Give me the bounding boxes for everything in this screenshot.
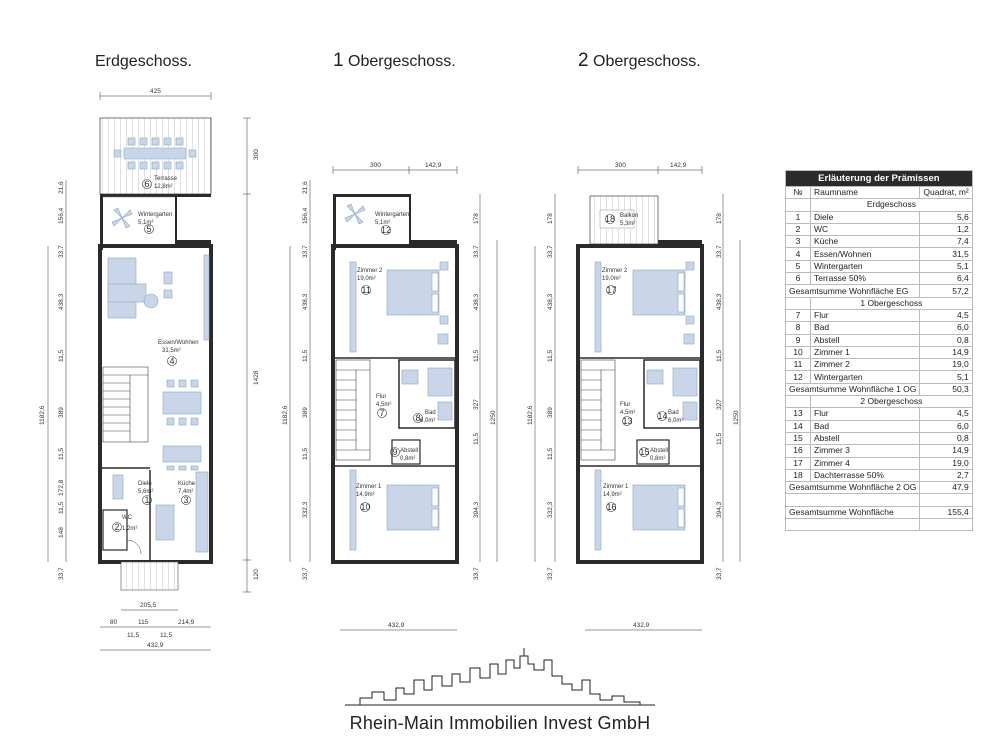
svg-text:300: 300 <box>370 162 381 169</box>
svg-text:Balkon: Balkon <box>620 213 639 219</box>
svg-text:178: 178 <box>547 213 554 224</box>
svg-text:438,3: 438,3 <box>473 293 480 310</box>
legend-room-row: 16 Zimmer 3 14,9 <box>786 445 973 457</box>
room-area-essen-wohnen: 31,5m² <box>162 348 181 354</box>
svg-text:Bad: Bad <box>668 410 679 416</box>
skyline-logo <box>345 648 655 705</box>
plant-icon <box>345 204 365 224</box>
svg-text:142,9: 142,9 <box>425 162 442 169</box>
svg-text:4: 4 <box>169 356 175 366</box>
room-label-terrasse: Terrasse <box>154 176 178 182</box>
room-label-diele: Diele <box>138 481 152 487</box>
title-1-obergeschoss: 1 Obergeschoss. <box>333 50 456 71</box>
svg-text:300: 300 <box>615 162 626 169</box>
svg-text:214,9: 214,9 <box>178 619 195 626</box>
svg-text:11,5: 11,5 <box>473 432 480 445</box>
svg-text:1: 1 <box>144 495 150 505</box>
svg-text:33,7: 33,7 <box>547 567 554 580</box>
svg-text:148: 148 <box>58 527 65 538</box>
svg-text:332,3: 332,3 <box>547 501 554 518</box>
staircase <box>336 360 370 460</box>
svg-text:120: 120 <box>253 569 260 580</box>
svg-text:438,3: 438,3 <box>302 293 309 310</box>
svg-text:11,5: 11,5 <box>160 632 173 639</box>
svg-text:33,7: 33,7 <box>302 567 309 580</box>
svg-text:Wintergarten: Wintergarten <box>375 212 410 218</box>
room-area-wintergarten: 5,1m² <box>138 220 154 226</box>
legend-room-row: 6 Terrasse 50% 6,4 <box>786 273 973 285</box>
svg-text:11,5: 11,5 <box>547 349 554 362</box>
svg-text:389: 389 <box>547 407 554 418</box>
svg-text:1428: 1428 <box>253 370 260 385</box>
room-label-wintergarten: Wintergarten <box>138 212 173 218</box>
svg-text:11,5: 11,5 <box>58 349 65 362</box>
plant-icon <box>112 208 132 228</box>
room-area-diele: 5,6m² <box>138 489 154 495</box>
room-area-terrasse: 12,8m² <box>154 184 173 190</box>
svg-text:389: 389 <box>302 407 309 418</box>
svg-text:4,5m²: 4,5m² <box>376 402 392 408</box>
legend-room-row: 2 WC 1,2 <box>786 223 973 235</box>
svg-text:21,6: 21,6 <box>302 181 309 194</box>
svg-text:19,0m²: 19,0m² <box>357 276 376 282</box>
svg-text:5: 5 <box>146 224 152 234</box>
dining-table <box>163 380 201 470</box>
svg-text:1182,6: 1182,6 <box>527 405 534 425</box>
svg-text:16: 16 <box>606 502 617 512</box>
svg-text:Abstell: Abstell <box>400 448 419 454</box>
room-number-6: 6 <box>144 179 150 189</box>
svg-text:10: 10 <box>360 502 371 512</box>
legend-title: Erläuterung der Prämissen <box>786 171 973 187</box>
svg-text:Zimmer 1: Zimmer 1 <box>356 484 382 490</box>
plan-1-obergeschoss <box>282 162 497 630</box>
svg-text:8: 8 <box>415 413 421 423</box>
svg-text:11,5: 11,5 <box>473 349 480 362</box>
legend-room-row: 5 Wintergarten 5,1 <box>786 260 973 272</box>
svg-text:4,5m²: 4,5m² <box>620 410 636 416</box>
legend-room-row: 15 Abstell 0,8 <box>786 432 973 444</box>
svg-text:Bad: Bad <box>425 410 436 416</box>
legend-room-row: 12 Wintergarten 5,1 <box>786 371 973 383</box>
svg-text:394,3: 394,3 <box>716 501 723 518</box>
svg-text:438,3: 438,3 <box>58 293 65 310</box>
room-label-kueche: Küche <box>178 481 196 487</box>
svg-text:205,5: 205,5 <box>140 602 157 609</box>
svg-text:2: 2 <box>114 522 120 532</box>
svg-text:Zimmer 2: Zimmer 2 <box>602 268 628 274</box>
svg-text:432,9: 432,9 <box>633 622 650 629</box>
legend-sum-row: Gesamtsumme Wohnfläche 2 OG 47,9 <box>786 482 973 494</box>
svg-text:11,5: 11,5 <box>127 632 140 639</box>
svg-text:432,9: 432,9 <box>147 642 164 649</box>
legend-room-row: 4 Essen/Wohnen 31,5 <box>786 248 973 260</box>
svg-text:438,3: 438,3 <box>716 293 723 310</box>
svg-text:13: 13 <box>622 416 633 426</box>
legend-room-row: 13 Flur 4,5 <box>786 408 973 420</box>
svg-text:6,0m²: 6,0m² <box>420 418 436 424</box>
title-erdgeschoss: Erdgeschoss. <box>95 53 192 70</box>
svg-text:33,7: 33,7 <box>547 245 554 258</box>
svg-text:Flur: Flur <box>620 402 631 408</box>
svg-text:438,3: 438,3 <box>547 293 554 310</box>
svg-text:19,0m²: 19,0m² <box>602 276 621 282</box>
svg-text:17: 17 <box>606 285 617 295</box>
svg-text:15: 15 <box>639 447 650 457</box>
plan-2-obergeschoss <box>527 162 740 630</box>
svg-text:5,1m²: 5,1m² <box>375 220 391 226</box>
svg-text:14,9m²: 14,9m² <box>603 492 622 498</box>
svg-text:432,9: 432,9 <box>388 622 405 629</box>
staircase <box>103 367 148 442</box>
svg-text:115: 115 <box>138 619 149 626</box>
svg-text:172,8: 172,8 <box>58 479 65 496</box>
svg-text:Zimmer 1: Zimmer 1 <box>603 484 629 490</box>
svg-text:6,0m²: 6,0m² <box>668 418 684 424</box>
legend-sum-row: Gesamtsumme Wohnfläche EG 57,2 <box>786 285 973 297</box>
legend-room-row: 18 Dachterrasse 50% 2,7 <box>786 469 973 481</box>
legend-room-row: 17 Zimmer 4 19,0 <box>786 457 973 469</box>
legend-room-row: 7 Flur 4,5 <box>786 309 973 321</box>
svg-text:14,9m²: 14,9m² <box>356 492 375 498</box>
legend-header-row: № Raumname Quadrat, m² <box>786 187 973 199</box>
svg-text:18: 18 <box>605 214 616 224</box>
legend-section-row: Erdgeschoss <box>786 199 973 211</box>
svg-text:11,5: 11,5 <box>547 447 554 460</box>
legend-room-row: 8 Bad 6,0 <box>786 322 973 334</box>
svg-text:178: 178 <box>716 213 723 224</box>
svg-text:11: 11 <box>361 285 371 295</box>
legend-sum-row: Gesamtsumme Wohnfläche 1 OG 50,3 <box>786 383 973 395</box>
svg-text:Flur: Flur <box>376 394 387 400</box>
legend-sum-row: Gesamtsumme Wohnfläche 155,4 <box>786 506 973 518</box>
svg-text:0,8m²: 0,8m² <box>650 456 666 462</box>
room-area-wc: 1,2m² <box>122 526 138 532</box>
svg-text:33,7: 33,7 <box>58 567 65 580</box>
svg-text:142,9: 142,9 <box>670 162 687 169</box>
legend-section-row: 2 Obergeschoss <box>786 396 973 408</box>
svg-text:9: 9 <box>392 447 398 457</box>
title-2-obergeschoss: 2 Obergeschoss. <box>578 50 701 71</box>
svg-text:1250: 1250 <box>733 410 740 425</box>
svg-text:178: 178 <box>473 213 480 224</box>
svg-text:33,7: 33,7 <box>58 245 65 258</box>
svg-text:33,7: 33,7 <box>716 567 723 580</box>
svg-text:332,3: 332,3 <box>302 501 309 518</box>
svg-text:21,6: 21,6 <box>58 181 65 194</box>
svg-text:389: 389 <box>58 407 65 418</box>
svg-text:1182,6: 1182,6 <box>282 405 289 425</box>
svg-text:33,7: 33,7 <box>473 567 480 580</box>
legend-blank-row <box>786 519 973 531</box>
dim-eg-top: 425 <box>150 88 161 95</box>
legend-room-row: 3 Küche 7,4 <box>786 236 973 248</box>
svg-text:11,5: 11,5 <box>302 349 309 362</box>
legend-table <box>785 170 973 531</box>
svg-text:33,7: 33,7 <box>473 245 480 258</box>
svg-text:394,3: 394,3 <box>473 501 480 518</box>
room-area-kueche: 7,4m² <box>178 489 194 495</box>
svg-text:5,3m²: 5,3m² <box>620 221 636 227</box>
legend-blank-row <box>786 494 973 506</box>
svg-text:33,7: 33,7 <box>716 245 723 258</box>
svg-text:11,5: 11,5 <box>58 447 65 460</box>
svg-text:Abstell: Abstell <box>650 448 669 454</box>
legend-room-row: 14 Bad 6,0 <box>786 420 973 432</box>
staircase <box>581 360 615 460</box>
svg-text:80: 80 <box>110 619 118 626</box>
svg-text:300: 300 <box>253 149 260 160</box>
svg-text:11,5: 11,5 <box>302 447 309 460</box>
svg-text:1250: 1250 <box>490 410 497 425</box>
svg-text:156,4: 156,4 <box>58 207 65 224</box>
legend-room-row: 1 Diele 5,6 <box>786 211 973 223</box>
svg-text:Zimmer 2: Zimmer 2 <box>357 268 383 274</box>
svg-text:11,5: 11,5 <box>716 432 723 445</box>
sofa-set <box>108 255 209 340</box>
svg-text:11,5: 11,5 <box>58 501 65 514</box>
svg-text:156,4: 156,4 <box>302 207 309 224</box>
svg-text:11,5: 11,5 <box>716 349 723 362</box>
svg-text:1182,6: 1182,6 <box>39 405 46 425</box>
legend-room-row: 11 Zimmer 2 19,0 <box>786 359 973 371</box>
legend-room-row: 9 Abstell 0,8 <box>786 334 973 346</box>
plan-erdgeschoss <box>39 88 260 650</box>
svg-text:327: 327 <box>716 399 723 410</box>
svg-text:0,8m²: 0,8m² <box>400 456 416 462</box>
room-label-essen-wohnen: Essen/Wohnen <box>158 340 199 346</box>
svg-text:3: 3 <box>183 495 189 505</box>
legend-section-row: 1 Obergeschoss <box>786 297 973 309</box>
svg-text:7: 7 <box>379 408 385 418</box>
company-name: Rhein-Main Immobilien Invest GmbH <box>349 713 651 733</box>
svg-text:12: 12 <box>381 225 392 235</box>
legend-room-row: 10 Zimmer 1 14,9 <box>786 346 973 358</box>
room-label-wc: WC <box>122 515 132 521</box>
svg-text:33,7: 33,7 <box>302 245 309 258</box>
svg-text:327: 327 <box>473 399 480 410</box>
svg-text:14: 14 <box>657 411 668 421</box>
